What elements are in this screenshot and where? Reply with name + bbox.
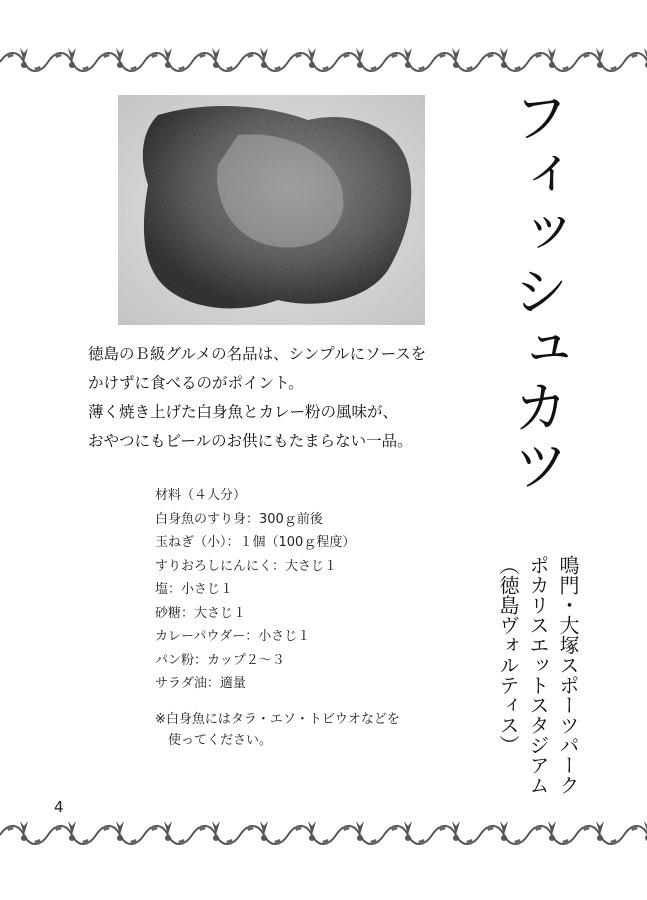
venue-line: 鳴門・大塚スポーツパーク	[556, 555, 580, 795]
note-line: 使ってください。	[168, 733, 273, 748]
venue-caption	[468, 555, 583, 815]
recipe-title: フィッシュカツ	[504, 88, 569, 494]
ingredients-list	[155, 484, 455, 696]
recipe-description	[88, 340, 468, 456]
ingredient-item: すりおろしにんにく：大さじ１	[155, 558, 338, 574]
description-line: 徳島のＢ級グルメの名品は、シンプルにソースを	[88, 345, 427, 363]
page-number: 4	[54, 798, 64, 816]
ingredient-item: 砂糖：大さじ１	[155, 605, 247, 621]
description-line: 薄く焼き上げた白身魚とカレー粉の風味が、	[88, 403, 399, 421]
ingredient-item: 塩：小さじ１	[155, 582, 234, 597]
venue-line: （徳島ヴォルティス）	[496, 555, 520, 755]
description-line: おやつにもビールのお供にもたまらない一品。	[88, 432, 413, 450]
ingredient-item: パン粉：カップ２～３	[155, 652, 285, 668]
note-line: ※白身魚にはタラ・エソ・トビウオなどを	[155, 712, 400, 727]
fish-cutlet-photo	[118, 95, 425, 325]
ingredient-item: 玉ねぎ（小）：１個（100ｇ程度）	[155, 535, 356, 550]
ingredient-item: サラダ油：適量	[155, 676, 246, 691]
ingredient-item: カレーパウダー：小さじ１	[155, 629, 311, 644]
ingredients-heading: 材料（４人分）	[155, 488, 247, 503]
ingredient-item: 白身魚のすり身：300ｇ前後	[155, 511, 323, 527]
venue-line: ポカリスエットスタジアム	[526, 555, 550, 795]
floral-border-top	[0, 42, 647, 82]
floral-border-bottom	[0, 815, 647, 855]
description-line: かけずに食べるのがポイント。	[88, 374, 304, 392]
recipe-note	[155, 709, 455, 751]
